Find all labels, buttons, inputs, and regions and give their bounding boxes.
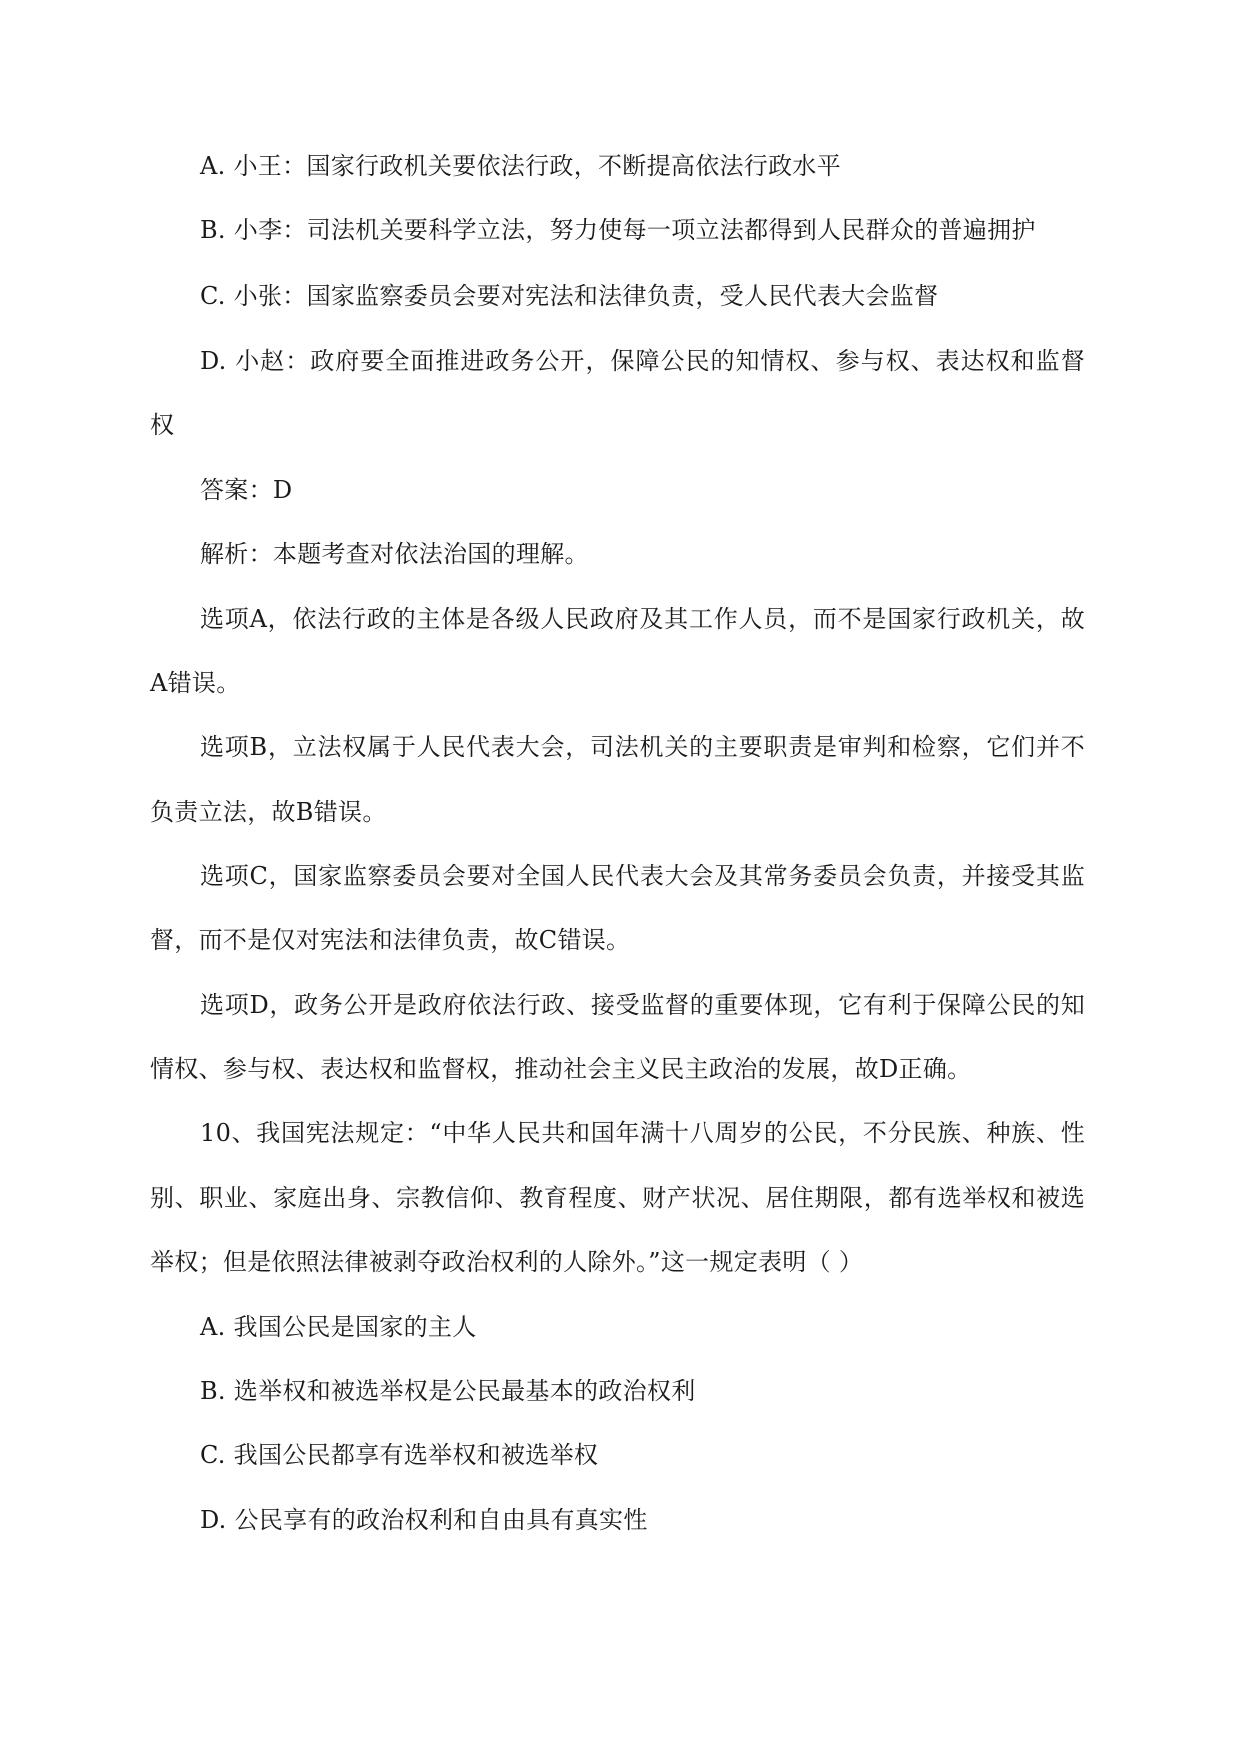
q9-analysis-a-line1: 选项A，依法行政的主体是各级人民政府及其工作人员，而不是国家行政机关，故	[200, 605, 1085, 633]
q10-option-c: C. 我国公民都享有选举权和被选举权	[200, 1441, 599, 1469]
q9-option-b: B. 小李：司法机关要科学立法，努力使每一项立法都得到人民群众的普遍拥护	[200, 216, 1036, 244]
q9-analysis-d-line2: 情权、参与权、表达权和监督权，推动社会主义民主政治的发展，故D正确。	[150, 1055, 972, 1083]
q9-option-d-line1: D. 小赵：政府要全面推进政务公开，保障公民的知情权、参与权、表达权和监督	[200, 347, 1085, 375]
q10-option-a: A. 我国公民是国家的主人	[200, 1313, 477, 1341]
q9-analysis-a-line2: A错误。	[150, 669, 241, 697]
q9-analysis-b-line2: 负责立法，故B错误。	[150, 798, 387, 826]
q9-analysis-d-line1: 选项D，政务公开是政府依法行政、接受监督的重要体现，它有利于保障公民的知	[200, 991, 1085, 1019]
q10-option-d: D. 公民享有的政治权利和自由具有真实性	[200, 1506, 648, 1534]
q9-option-a: A. 小王：国家行政机关要依法行政，不断提高依法行政水平	[200, 152, 841, 180]
q9-analysis-intro: 解析：本题考查对依法治国的理解。	[200, 540, 589, 568]
q10-stem-line1: 10、我国宪法规定：“中华人民共和国年满十八周岁的公民，不分民族、种族、性	[200, 1119, 1085, 1147]
q9-option-d-line2: 权	[150, 411, 175, 439]
q10-option-b: B. 选举权和被选举权是公民最基本的政治权利	[200, 1377, 696, 1405]
q9-option-c: C. 小张：国家监察委员会要对宪法和法律负责，受人民代表大会监督	[200, 282, 939, 310]
q9-analysis-c-line2: 督，而不是仅对宪法和法律负责，故C错误。	[150, 926, 631, 954]
q10-stem-line2: 别、职业、家庭出身、宗教信仰、教育程度、财产状况、居住期限，都有选举权和被选	[150, 1184, 1085, 1212]
q10-stem-line3: 举权；但是依照法律被剥夺政治权利的人除外。”这一规定表明（ ）	[150, 1248, 864, 1276]
q9-analysis-c-line1: 选项C，国家监察委员会要对全国人民代表大会及其常务委员会负责，并接受其监	[200, 862, 1085, 890]
q9-analysis-b-line1: 选项B，立法权属于人民代表大会，司法机关的主要职责是审判和检察，它们并不	[200, 733, 1085, 761]
q9-answer: 答案：D	[200, 476, 293, 504]
